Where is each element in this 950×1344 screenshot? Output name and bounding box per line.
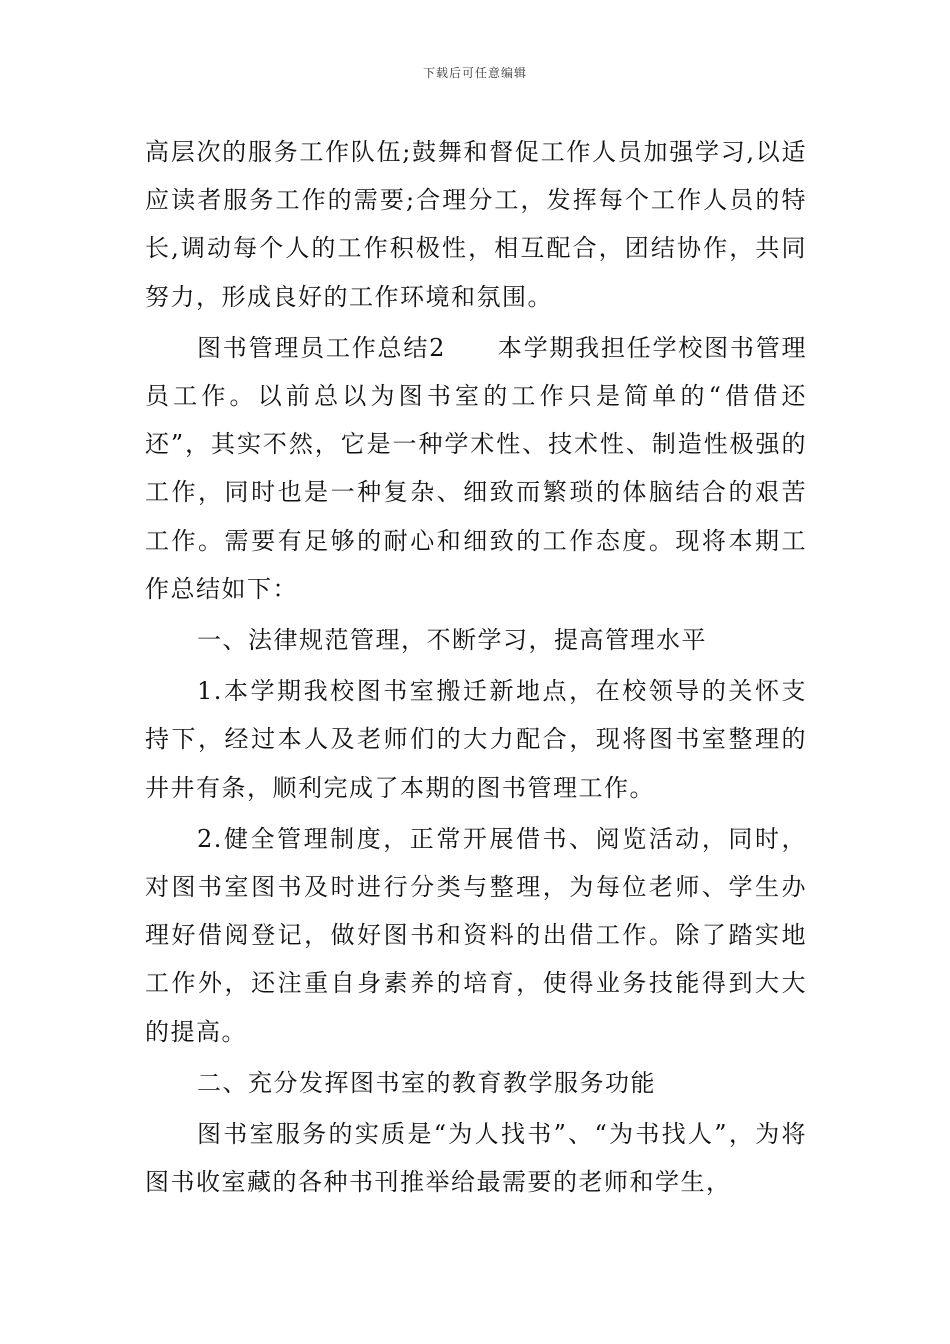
- section-heading-1: 一、法律规范管理，不断学习，提高管理水平: [197, 626, 707, 655]
- section-heading-2: 二、充分发挥图书室的教育教学服务功能: [197, 1068, 656, 1097]
- paragraph-item-1: 1.本学期我校图书室搬迁新地点，在校领导的关怀支持下，经过本人及老师们的大力配合，现将图书室整理的井井有条，顺利完成了本期的图书管理工作。: [145, 677, 807, 802]
- paragraph-item-2: 2.健全管理制度，正常开展借书、阅览活动，同时，对图书室图书及时进行分类与整理，为每位老师、学生办理好借阅登记，做好图书和资料的出借工作。除了踏实地工作外，还注重自身素养的培育，使得业务技能得到大大的提高。: [145, 824, 807, 1046]
- paragraph-service-essence: 图书室服务的实质是“为人找书”、“为书找人”，为将图书收室藏的各种书刊推举给最需要的老师和学生，: [145, 1120, 807, 1197]
- paragraph-continuation: 高层次的服务工作队伍;鼓舞和督促工作人员加强学习,以适应读者服务工作的需要;合理分工，发挥每个工作人员的特长,调动每个人的工作积极性，相互配合，团结协作，共同努力，形成良好的工作环境和氛围。: [145, 138, 807, 311]
- paragraph-summary-2-intro: 图书管理员工作总结2 本学期我担任学校图书管理员工作。以前总以为图书室的工作只是简单的“借借还还”，其实不然，它是一种学术性、技术性、制造性极强的工作，同时也是一种复杂、细致而繁琐的体脑结合的艰苦工作。需要有足够的耐心和细致的工作态度。现将本期工作总结如下：: [145, 333, 807, 603]
- page-header-note: 下载后可任意编辑: [422, 66, 527, 80]
- document-body: [145, 128, 807, 1209]
